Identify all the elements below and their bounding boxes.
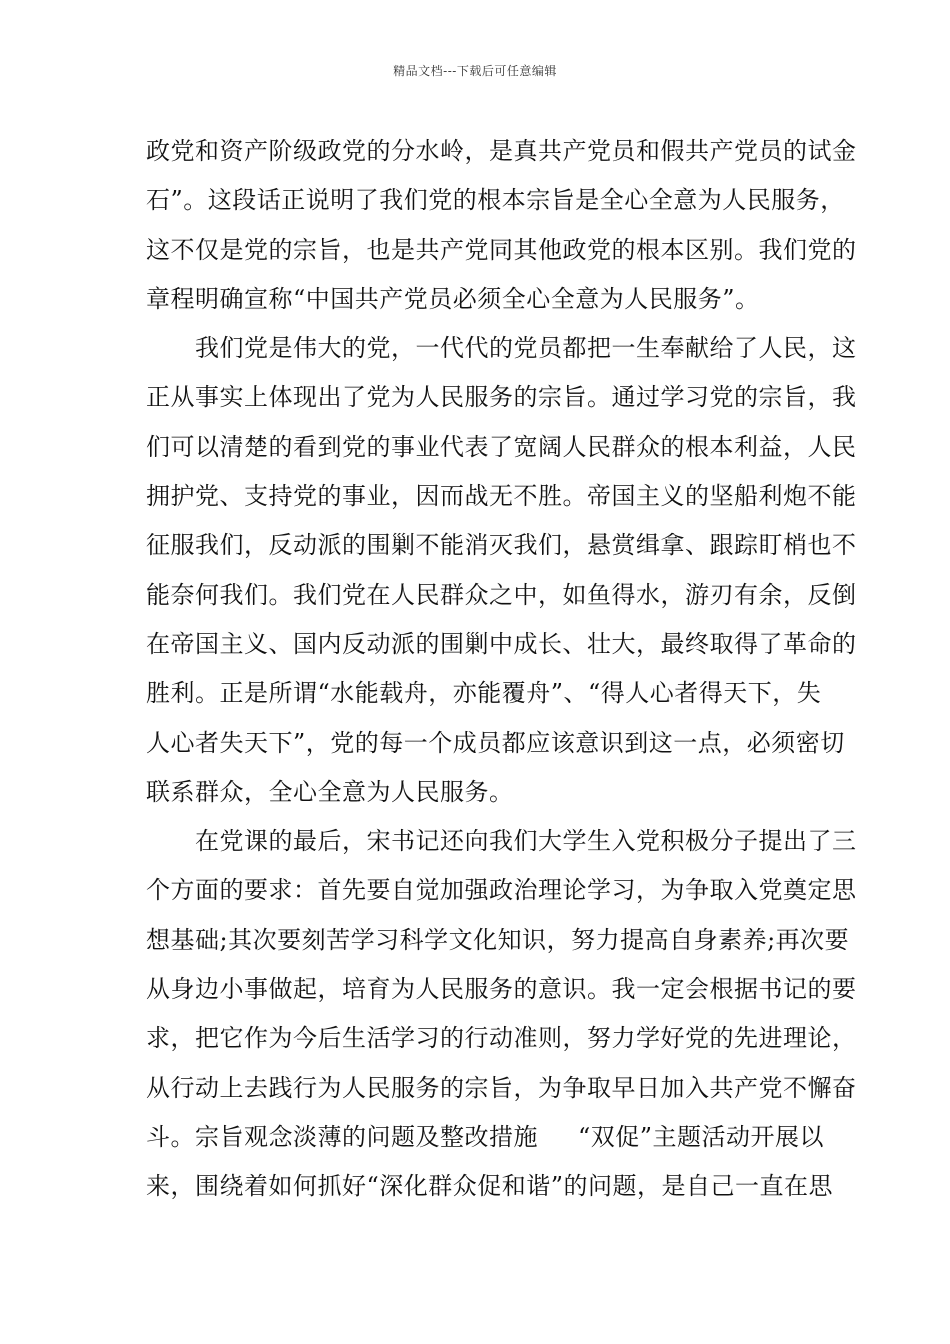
text-line: 征服我们，反动派的围剿不能消灭我们，悬赏缉拿、跟踪盯梢也不: [146, 531, 857, 560]
text-line: 我们党是伟大的党，一代代的党员都把一生奉献给了人民，这: [146, 334, 857, 363]
text-line: 政党和资产阶级政党的分水岭，是真共产党员和假共产党员的试金: [146, 137, 857, 165]
text-line-with-heading: [146, 1113, 825, 1162]
text-line: 从身边小事做起，培育为人民服务的意识。我一定会根据书记的要: [146, 975, 857, 1004]
text-line: 人心者失天下”，党的每一个成员都应该意识到这一点，必须密切: [146, 728, 845, 757]
text-line: 个方面的要求：首先要自觉加强政治理论学习，为争取入党奠定思: [146, 876, 857, 905]
page-header: 精品文档---下载后可任意编辑: [393, 64, 557, 78]
text-line: 们可以清楚的看到党的事业代表了宽阔人民群众的根本利益，人民: [146, 432, 857, 461]
text-line: 正从事实上体现出了党为人民服务的宗旨。通过学习党的宗旨，我: [146, 383, 857, 412]
text-line: 这不仅是党的宗旨，也是共产党同其他政党的根本区别。我们党的: [146, 235, 857, 264]
text-line: 能奈何我们。我们党在人民群众之中，如鱼得水，游刃有余，反倒: [146, 580, 857, 609]
text-line: 胜利。正是所谓“水能载舟，亦能覆舟”、“得人心者得天下，失: [146, 679, 822, 708]
text-line: 在党课的最后，宋书记还向我们大学生入党积极分子提出了三: [146, 827, 857, 856]
text-line: 石”。这段话正说明了我们党的根本宗旨是全心全意为人民服务，: [146, 186, 845, 215]
text-line: 拥护党、支持党的事业，因而战无不胜。帝国主义的坚船利炮不能: [146, 482, 857, 511]
text-line: 章程明确宣称“中国共产党员必须全心全意为人民服务”。: [146, 284, 760, 313]
text-line: 在帝国主义、国内反动派的围剿中成长、壮大，最终取得了革命的: [146, 629, 857, 658]
text-line: 求，把它作为今后生活学习的行动准则，努力学好党的先进理论，: [146, 1024, 857, 1053]
text-segment: 斗。宗旨观念淡薄的问题及整改措施: [146, 1122, 538, 1151]
text-line: 想基础;其次要刻苦学习科学文化知识，努力提高自身素养;再次要: [146, 925, 850, 954]
text-line: 联系群众，全心全意为人民服务。: [146, 777, 514, 806]
text-segment: “双促”主题活动开展以: [578, 1122, 825, 1151]
body-text: [146, 127, 857, 1212]
text-line: 来，围绕着如何抓好“深化群众促和谐”的问题，是自己一直在思: [146, 1172, 834, 1201]
text-line: 从行动上去践行为人民服务的宗旨，为争取早日加入共产党不懈奋: [146, 1073, 857, 1102]
